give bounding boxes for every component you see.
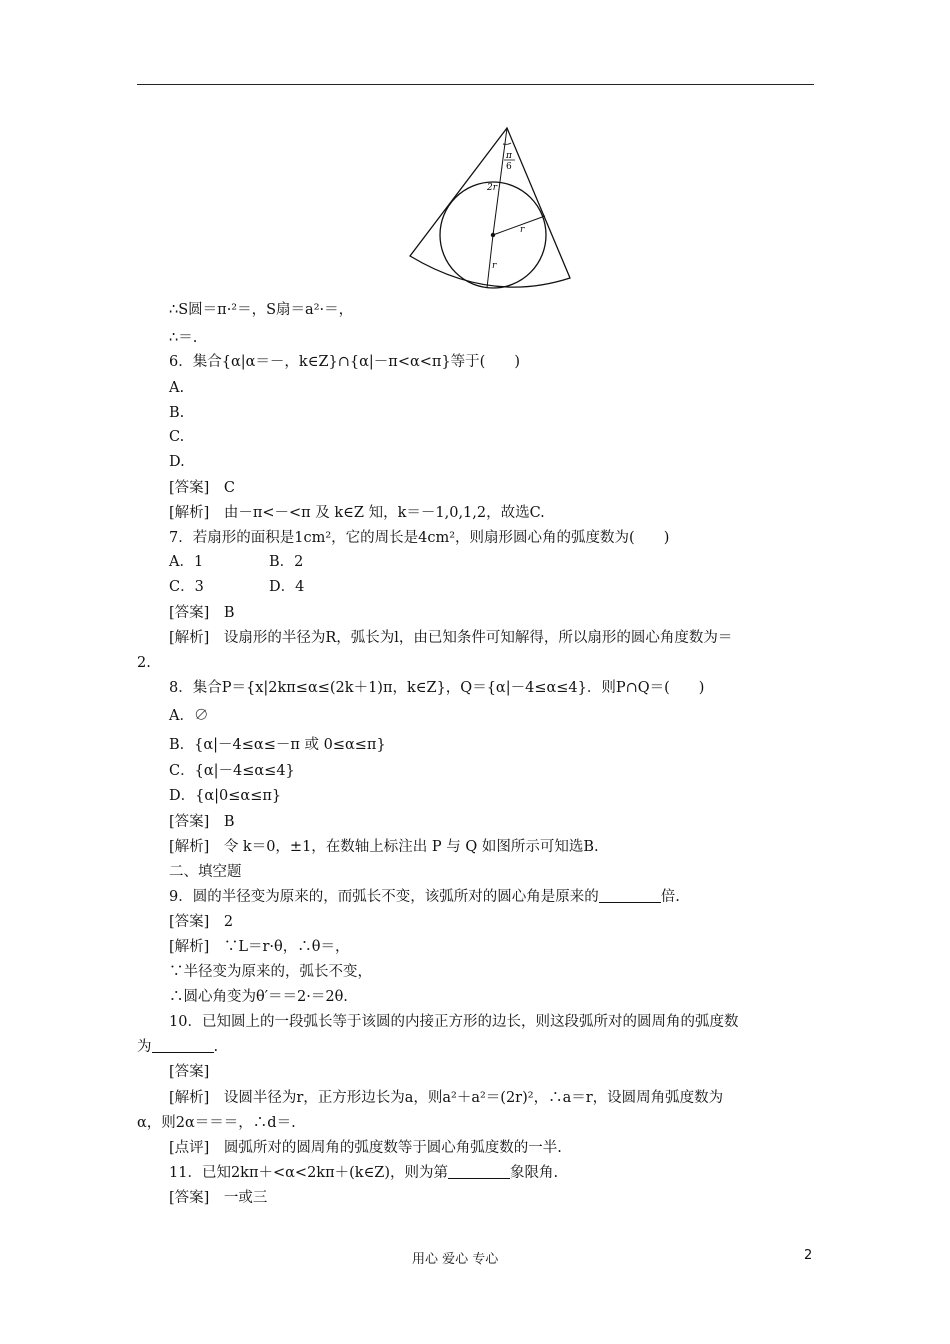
text-line: 2. — [137, 655, 151, 671]
answer-line: [答案] 2 — [169, 914, 234, 930]
question-10: 10．已知圆上的一段弧长等于该圆的内接正方形的边长，则这段弧所对的圆周角的弧度数 — [169, 1014, 739, 1030]
question-11 — [169, 1163, 558, 1183]
fill-blank — [448, 1164, 510, 1179]
label-r-right: r — [520, 225, 525, 235]
question-9 — [169, 887, 680, 907]
option-a: A．1 — [169, 554, 204, 570]
text-line — [137, 1037, 218, 1057]
answer-line: [答案] — [169, 1064, 210, 1080]
sector-inscribed-circle-figure — [400, 122, 582, 298]
option-a: A. — [169, 380, 185, 396]
header-rule — [137, 84, 814, 85]
question-11-suffix: 象限角. — [510, 1165, 559, 1181]
angle-numerator: π — [506, 151, 512, 161]
question-10-prefix: 为 — [137, 1039, 152, 1055]
option-d: D．{α|0≤α≤π} — [169, 788, 282, 804]
analysis-line: [解析] 由－π<－<π 及 k∈Z 知，k＝－1,0,1,2，故选C. — [169, 505, 545, 521]
label-2r: 2r — [487, 183, 498, 193]
analysis-line: [解析] ∵L＝r·θ，∴θ＝， — [169, 939, 350, 955]
analysis-line: [解析] 设圆半径为r，正方形边长为a，则a²＋a²＝(2r)²，∴a＝r，设圆周角弧度数为 — [169, 1090, 724, 1106]
option-d: D. — [169, 454, 185, 470]
option-c: C. — [169, 429, 185, 445]
comment-line: [点评] 圆弧所对的圆周角的弧度数等于圆心角弧度数的一半. — [169, 1140, 562, 1156]
fill-blank — [599, 888, 661, 903]
option-c: C．3 — [169, 579, 204, 595]
question-8: 8．集合P＝{x|2kπ≤α≤(2k＋1)π，k∈Z}，Q＝{α|－4≤α≤4}．则P∩Q＝( ) — [169, 680, 705, 696]
question-6: 6．集合{α|α＝－，k∈Z}∩{α|－π<α<π}等于( ) — [169, 354, 520, 370]
option-b: B．{α|－4≤α≤－π 或 0≤α≤π} — [169, 737, 386, 753]
page-number: 2 — [804, 1248, 813, 1263]
answer-line: [答案] C — [169, 480, 235, 496]
option-c: C．{α|－4≤α≤4} — [169, 763, 295, 779]
footer-motto: 用心 爱心 专心 — [412, 1252, 499, 1267]
center-point — [491, 233, 495, 237]
text-line: ∴圆心角变为θ′＝＝2·＝2θ. — [169, 989, 348, 1005]
option-a: A．∅ — [169, 708, 209, 724]
analysis-line: [解析] 令 k＝0，±1，在数轴上标注出 P 与 Q 如图所示可知选B. — [169, 839, 599, 855]
question-9-suffix: 倍. — [660, 889, 680, 905]
analysis-line: [解析] 设扇形的半径为R，弧长为l，由已知条件可知解得，所以扇形的圆心角度数为＝ — [169, 630, 733, 646]
question-10-suffix: . — [213, 1039, 219, 1055]
question-9-text: 9．圆的半径变为原来的，而弧长不变，该弧所对的圆心角是原来的 — [169, 889, 599, 905]
angle-denominator: 6 — [506, 162, 512, 172]
option-d: D．4 — [269, 579, 305, 595]
text-line: α，则2α＝＝＝，∴d＝. — [137, 1115, 296, 1131]
answer-line: [答案] 一或三 — [169, 1190, 268, 1206]
text-line: ∴S圆＝π·²＝，S扇＝a²·＝， — [169, 302, 354, 318]
question-11-text: 11．已知2kπ＋<α<2kπ＋(k∈Z)，则为第 — [169, 1165, 449, 1181]
fill-blank — [152, 1038, 214, 1053]
text-line: ∵半径变为原来的，弧长不变， — [169, 964, 372, 980]
angle-arc — [503, 143, 511, 144]
label-r-down: r — [492, 261, 497, 271]
answer-line: [答案] B — [169, 814, 235, 830]
question-7: 7．若扇形的面积是1cm²，它的周长是4cm²，则扇形圆心角的弧度数为( ) — [169, 530, 670, 546]
answer-line: [答案] B — [169, 605, 235, 621]
section-heading: 二、填空题 — [169, 864, 242, 880]
option-b: B．2 — [269, 554, 304, 570]
radius-right — [493, 216, 545, 235]
text-line: ∴＝. — [169, 330, 198, 346]
option-b: B. — [169, 405, 185, 421]
